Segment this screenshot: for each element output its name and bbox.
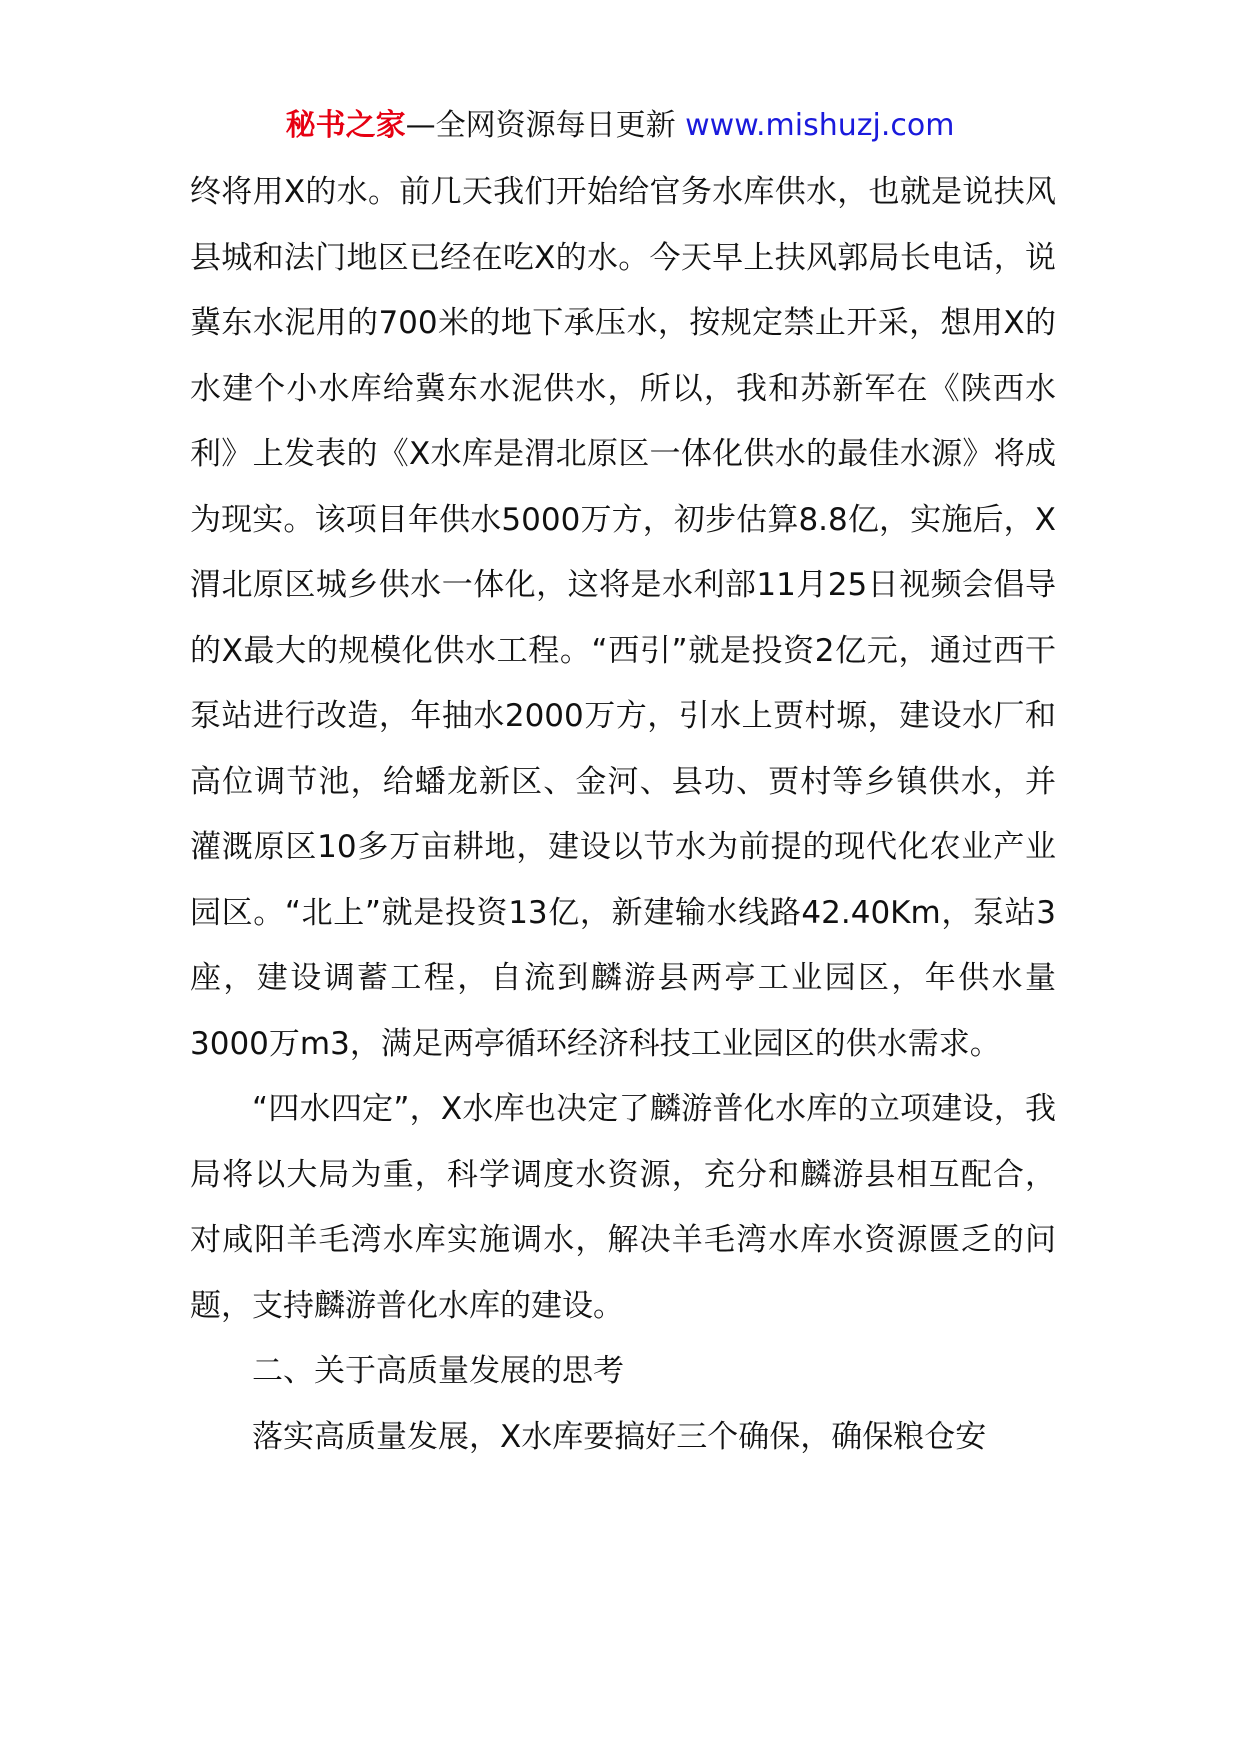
page-header: [0, 104, 1240, 148]
paragraph-four-water: “四水四定”，X水库也决定了麟游普化水库的立项建设，我局将以大局为重，科学调度水资源，充分和麟游县相互配合，对咸阳羊毛湾水库实施调水，解决羊毛湾水库水资源匮乏的问题，支持麟游普化水库的建设。: [190, 1091, 1056, 1324]
section-heading: 二、关于高质量发展的思考: [252, 1353, 624, 1389]
document-body: [190, 160, 1056, 1470]
brand-name: 秘书之家: [285, 108, 406, 143]
paragraph-high-quality: 落实高质量发展，X水库要搞好三个确保，确保粮仓安: [252, 1418, 987, 1455]
paragraph-continued: 终将用X的水。前几天我们开始给官务水库供水，也就是说扶风县城和法门地区已经在吃X的水。今天早上扶风郭局长电话，说冀东水泥用的700米的地下承压水，按规定禁止开采，想用X的水建个小水库给冀东水泥供水，所以，我和苏新军在《陕西水利》上发表的《X水库是渭北原区一体化供水的最佳水源》将成为现实。该项目年供水5000万方，初步估算8.8亿，实施后，X渭北原区城乡供水一体化，这将是水利部11月25日视频会倡导的X最大的规模化供水工程。“西引”就是投资2亿元，通过西干泵站进行改造，年抽水2000万方，引水上贾村塬，建设水厂和高位调节池，给蟠龙新区、金河、县功、贾村等乡镇供水，并灌溉原区10多万亩耕地，建设以节水为前提的现代化农业产业园区。“北上”就是投资13亿，新建输水线路42.40Km，泵站3座，建设调蓄工程，自流到麟游县两亭工业园区，年供水量3000万m3，满足两亭循环经济科技工业园区的供水需求。: [190, 174, 1056, 1062]
header-tagline: —全网资源每日更新: [405, 108, 676, 143]
site-url[interactable]: www.mishuzj.com: [685, 108, 955, 143]
